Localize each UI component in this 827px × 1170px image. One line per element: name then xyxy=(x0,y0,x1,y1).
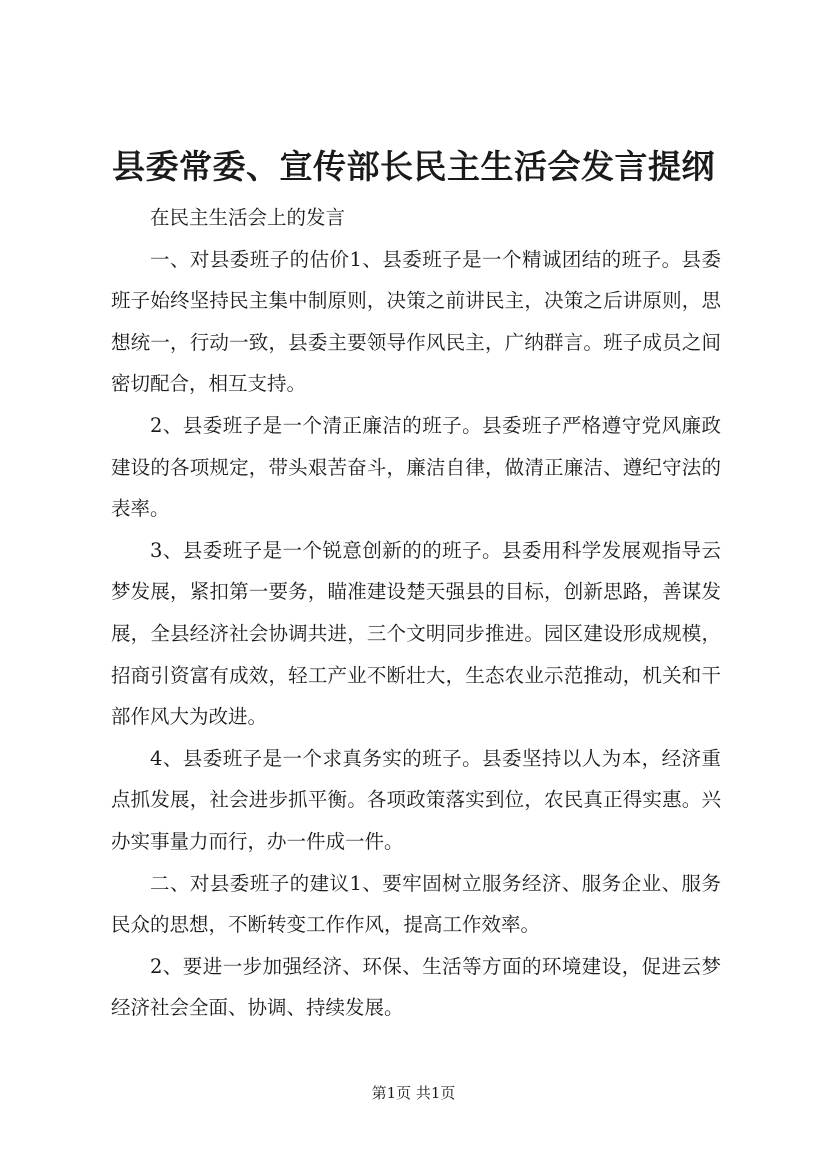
paragraph-point-2: 2、县委班子是一个清正廉洁的班子。县委班子严格遵守党风廉政建设的各项规定，带头艰苦奋斗，廉洁自律，做清正廉洁、遵纪守法的表率。 xyxy=(111,413,721,521)
paragraph-point-3: 3、县委班子是一个锐意创新的的班子。县委用科学发展观指导云梦发展，紧扣第一要务，瞄准建设楚天强县的目标，创新思路，善谋发展，全县经济社会协调共进，三个文明同步推进。园区建设形成规模，招商引资富有成效，轻工产业不断壮大，生态农业示范推动，机关和干部作风大为改进。 xyxy=(111,538,721,729)
paragraph-subtitle: 在民主生活会上的发言 xyxy=(150,206,346,229)
paragraph-point-4: 4、县委班子是一个求真务实的班子。县委坚持以人为本，经济重点抓发展，社会进步抓平衡。各项政策落实到位，农民真正得实惠。兴办实事量力而行，办一件成一件。 xyxy=(111,746,721,853)
paragraph-suggestion-2: 2、要进一步加强经济、环保、生活等方面的环境建设，促进云梦经济社会全面、协调、持续发展。 xyxy=(111,954,721,1020)
paragraph-section-2: 二、对县委班子的建议1、要牢固树立服务经济、服务企业、服务民众的思想，不断转变工作作风，提高工作效率。 xyxy=(111,871,721,937)
document-title: 县委常委、宣传部长民主生活会发言提纲 xyxy=(112,147,715,186)
page-footer: 第1页 共1页 xyxy=(371,1084,456,1102)
paragraph-section-1: 一、对县委班子的估价1、县委班子是一个精诚团结的班子。县委班子始终坚持民主集中制原则，决策之前讲民主，决策之后讲原则，思想统一，行动一致，县委主要领导作风民主，广纳群言。班子成员之间密切配合，相互支持。 xyxy=(111,247,721,396)
document-body xyxy=(111,197,721,1029)
